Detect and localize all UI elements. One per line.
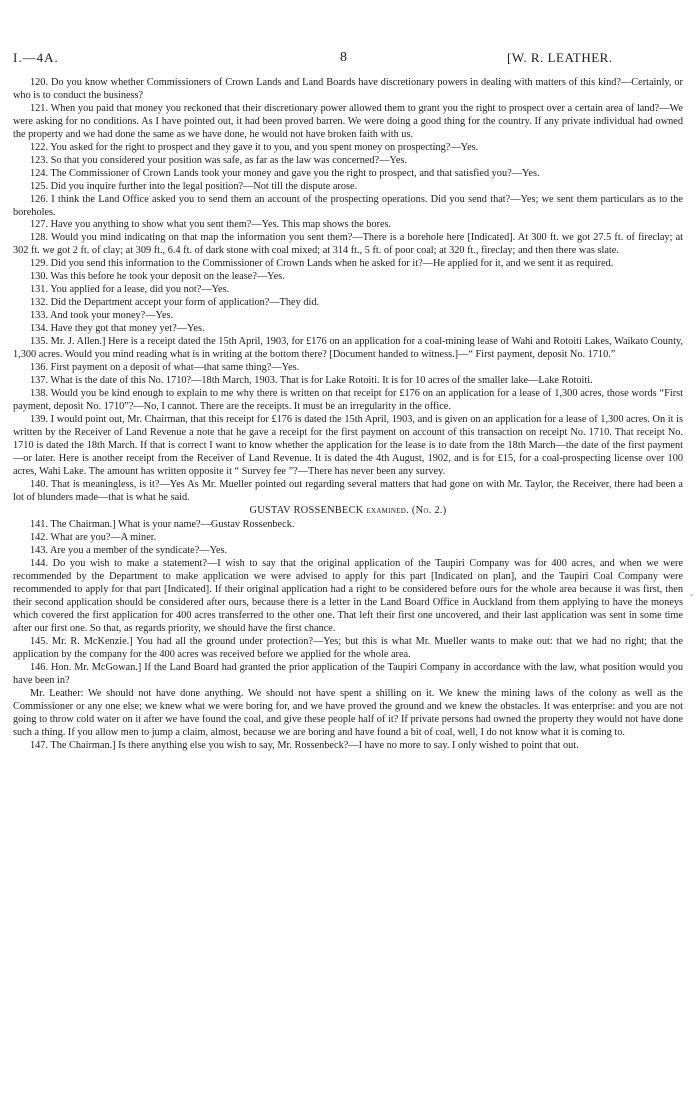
paragraph-leather-reply: Mr. Leather: We should not have done anything. We should not have spent a shilling on it. We knew the mining laws of the colony as well as the Commissioner or any one else; we knew what we were boring for, and we have proved the ground and we knew the obstacles. It was enterprise: and you are not going to throw cold water on it after we have found the coal, and give these people half of it? If private persons had owned the property they would not have done such a thing. If you allow men to jump a claim, almost, because we are boring and have found a bit of coal, well, I do not know what it is coming to. <box>13 687 683 738</box>
margin-mark-icon: ˜ <box>690 593 693 603</box>
paragraph-138: 138. Would you be kind enough to explain to me why there is written on that receipt for £176 on an application for a lease of 1,300 acres, those words “First payment, deposit No. 1710”?—No, I cannot. There are the receipts. It must be an irregularity in the office. <box>13 387 683 412</box>
paragraph-125: 125. Did you inquire further into the legal position?—Not till the dispute arose. <box>30 180 358 192</box>
paragraph-122: 122. You asked for the right to prospect and they gave it to you, and you spent money on prospecting?—Yes. <box>30 141 479 153</box>
paragraph-147: 147. The Chairman.] Is there anything else you wish to say, Mr. Rossenbeck?—I have no more to say. I only wished to point that out. <box>30 739 579 751</box>
section-heading: GUSTAV ROSSENBECK examined. (No. 2.) <box>249 505 447 517</box>
paragraph-137: 137. What is the date of this No. 1710?—18th March, 1903. That is for Lake Rotoiti. It is for 10 acres of the smaller lake—Lake Rotoiti. <box>30 374 593 386</box>
paragraph-128: 128. Would you mind indicating on that map the information you sent them?—There is a borehole here [Indicated]. At 300 ft. we got 27.5 ft. of fireclay; at 302 ft. we got 2 ft. of clay; at 309 ft., 6.4 ft. of dark stone with coal mixed; at 314 ft., 5 ft. of poor coal; at 320 ft., fireclay; and then there was slate. <box>13 232 683 257</box>
paragraph-127: 127. Have you anything to show what you sent them?—Yes. This map shows the bores. <box>30 219 392 231</box>
document-body <box>13 77 683 753</box>
paragraph-126: 126. I think the Land Office asked you to send them an account of the prospecting operations. Did you send that?—Yes; we sent them particulars as to the boreholes. <box>13 193 683 218</box>
paragraph-130: 130. Was this before he took your deposit on the lease?—Yes. <box>30 271 285 283</box>
paragraph-143: 143. Are you a member of the syndicate?—Yes. <box>30 545 228 557</box>
paragraph-139: 139. I would point out, Mr. Chairman, that this receipt for £176 is dated the 15th April, 1903, and is given on an application for a lease of 1,300 acres. On it is written by the Receiver of Land Revenue a note that he gave a receipt for the first payment on account of this transaction on receipt No. 1710. That receipt No. 1710 is dated the 18th March. If that is correct I want to know whether the application for the lease is to date from the 18th March—the date of the first payment—or later. Here is another receipt from the Receiver of Land Revenue. It is dated the 4th August, 1902, and is for £15, for a coal-prospecting license over 100 acres, Wahi Lake. The amount has written opposite it “ Survey fee ”?—There has never been any survey. <box>13 413 683 477</box>
paragraph-120: 120. Do you know whether Commissioners of Crown Lands and Land Boards have discretionary powers in dealing with matters of this kind?—Certainly, or who is to conduct the business? <box>13 77 683 101</box>
paragraph-124: 124. The Commissioner of Crown Lands took your money and gave you the right to prospect, and that satisfied you?—Yes. <box>30 167 540 179</box>
paragraph-144: 144. Do you wish to make a statement?—I wish to say that the original application of the Taupiri Company was for 400 acres, and when we were recommended by the Department to make application we were advised to apply for this part [Indicated on plan], and the Taupiri Coal Company were recommended to apply for that part [Indicated]. If their original application had a right to be considered before ours for the whole area because it was first, then their second application should be considered after ours, because there is a letter in the Land Board Office in Auckland from them applying to have the moneys which covered the first application for 400 acres transferred to the other one. That left their first one uncovered, and their last application was sent in some time after our first one. So that, as regards priority, we should have the first chance. <box>13 558 683 635</box>
document-reference: I.—4A. <box>13 50 59 65</box>
paragraph-121: 121. When you paid that money you reckoned that their discretionary power allowed them to grant you the right to prospect over a certain area of land?—We were asking for no conditions. As I have pointed out, it had been proved barren. We were doing a good thing for the country. If any private individual had owned the property and we had done the same as we have done, he would not have broken faith with us. <box>13 102 683 140</box>
paragraph-134: 134. Have they got that money yet?—Yes. <box>30 323 205 335</box>
paragraph-133: 133. And took your money?—Yes. <box>30 310 174 322</box>
witness-name-header: [W. R. LEATHER. <box>507 50 613 65</box>
paragraph-140: 140. That is meaningless, is it?—Yes As Mr. Mueller pointed out regarding several matters that had gone on with Mr. Taylor, the Receiver, there had been a lot of blunders made—that is what he said. <box>13 478 683 503</box>
paragraph-129: 129. Did you send this information to the Commissioner of Crown Lands when he asked for it?—He applied for it, and we sent it as required. <box>30 258 614 270</box>
paragraph-131: 131. You applied for a lease, did you not?—Yes. <box>30 284 230 296</box>
page-number: 8 <box>340 50 347 65</box>
paragraph-136: 136. First payment on a deposit of what—that same thing?—Yes. <box>30 361 300 373</box>
paragraph-141: 141. The Chairman.] What is your name?—Gustav Rossenbeck. <box>30 519 295 531</box>
paragraph-142: 142. What are you?—A miner. <box>30 532 157 544</box>
page-header <box>0 50 700 70</box>
paragraph-146: 146. Hon. Mr. McGowan.] If the Land Board had granted the prior application of the Taupiri Company in accordance with the law, what position would you have been in? <box>13 661 683 686</box>
paragraph-123: 123. So that you considered your position was safe, as far as the law was concerned?—Yes. <box>30 154 407 166</box>
paragraph-132: 132. Did the Department accept your form of application?—They did. <box>30 297 320 309</box>
paragraph-145: 145. Mr. R. McKenzie.] You had all the ground under protection?—Yes; but this is what Mr. Mueller wants to make out: that we had no right; that the application by the company for the 400 acres was received before we applied for the whole area. <box>13 635 683 660</box>
paragraph-135: 135. Mr. J. Allen.] Here is a receipt dated the 15th April, 1903, for £176 on an application for a coal-mining lease of Wahi and Rotoiti Lakes, Waikato County, 1,300 acres. Would you mind reading what is in writing at the bottom there? [Document handed to witness.]—“ First payment, deposit No. 1710.” <box>13 336 683 361</box>
